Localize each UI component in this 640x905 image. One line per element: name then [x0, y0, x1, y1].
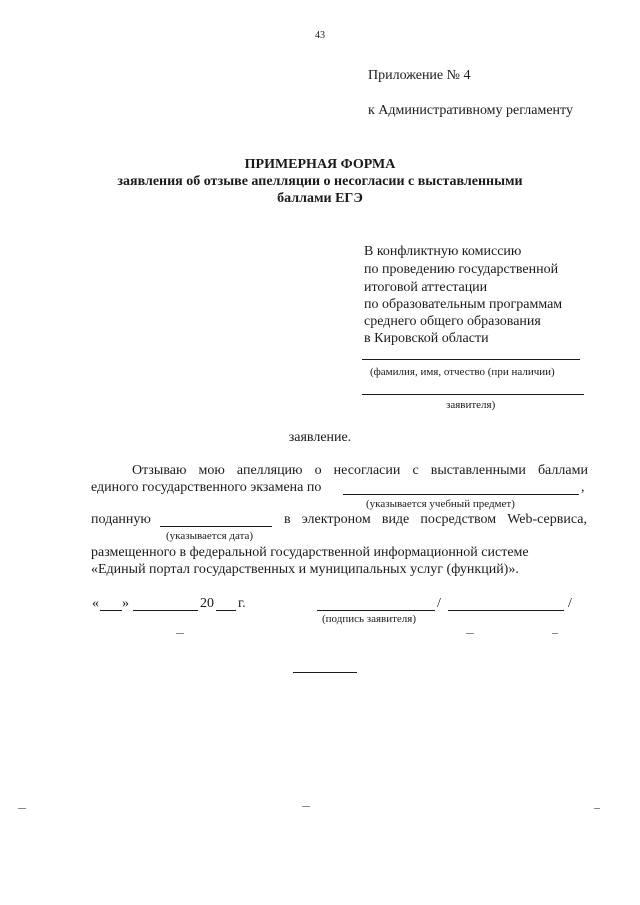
word: выставленными: [430, 463, 526, 478]
document-title: заявление.: [288, 430, 352, 445]
date-field-line[interactable]: [160, 526, 272, 527]
scan-mark: [18, 808, 26, 809]
name-field-line[interactable]: [448, 610, 564, 611]
month-field-line[interactable]: [133, 610, 198, 611]
signature-field-line[interactable]: [317, 610, 435, 611]
year-field-line[interactable]: [216, 610, 236, 611]
body-line2: единого государственного экзамена по: [91, 480, 322, 495]
day-field-line[interactable]: [100, 610, 122, 611]
applicant-name-line[interactable]: [362, 359, 580, 360]
scan-mark: [594, 808, 600, 809]
addressee-line3: итоговой аттестации: [364, 280, 488, 295]
body-line1: [132, 463, 588, 479]
word: о: [314, 463, 322, 478]
word: Web-сервиса,: [507, 512, 587, 527]
scan-mark: [302, 806, 310, 807]
closing-divider: [293, 672, 357, 673]
scan-mark: [176, 633, 184, 634]
form-heading-line3: баллами ЕГЭ: [277, 191, 363, 206]
word: электроном: [301, 512, 371, 527]
signature-slash1: /: [437, 596, 441, 611]
page-number: 43: [315, 30, 325, 41]
subject-hint: (указывается учебный предмет): [366, 498, 515, 510]
body-line3-start: поданную: [91, 512, 151, 527]
word: в: [284, 512, 291, 527]
signature-hint: (подпись заявителя): [322, 613, 417, 625]
applicant-name-line2[interactable]: [362, 394, 584, 395]
signature-slash2: /: [568, 596, 572, 611]
addressee-line2: по проведению государственной: [364, 262, 559, 277]
body-line4: размещенного в федеральной государственной информационной системе: [91, 545, 529, 560]
scan-mark: [466, 633, 474, 634]
applicant-name-hint: (фамилия, имя, отчество (при наличии): [370, 366, 555, 378]
body-line3-rest: [284, 512, 587, 528]
year-prefix: 20: [200, 596, 214, 611]
word: с: [412, 463, 419, 478]
subject-field-line[interactable]: [343, 494, 579, 495]
form-heading-line2: заявления об отзыве апелляции о несогласии с выставленными: [117, 174, 523, 189]
word: виде: [381, 512, 410, 527]
addressee-line1: В конфликтную комиссию: [364, 244, 522, 259]
word: мою: [198, 463, 225, 478]
year-suffix: г.: [238, 596, 246, 611]
scan-mark: [552, 633, 558, 634]
word: апелляцию: [236, 463, 303, 478]
date-close-quote: »: [122, 596, 129, 611]
word: баллами: [537, 463, 588, 478]
word: Отзываю: [132, 463, 187, 478]
addressee-line5: среднего общего образования: [364, 314, 541, 329]
body-line2-comma: ,: [581, 480, 585, 495]
word: несогласии: [333, 463, 401, 478]
word: посредством: [420, 512, 497, 527]
annex-title: Приложение № 4: [368, 68, 471, 83]
addressee-line6: в Кировской области: [364, 331, 489, 346]
date-hint: (указывается дата): [166, 530, 254, 542]
annex-subtitle: к Административному регламенту: [368, 103, 573, 118]
body-line5: «Единый портал государственных и муниципальных услуг (функций)».: [91, 562, 519, 577]
addressee-line4: по образовательным программам: [364, 297, 563, 312]
applicant-hint: заявителя): [446, 399, 496, 411]
form-heading-line1: ПРИМЕРНАЯ ФОРМА: [244, 157, 396, 172]
date-open-quote: «: [92, 596, 99, 611]
